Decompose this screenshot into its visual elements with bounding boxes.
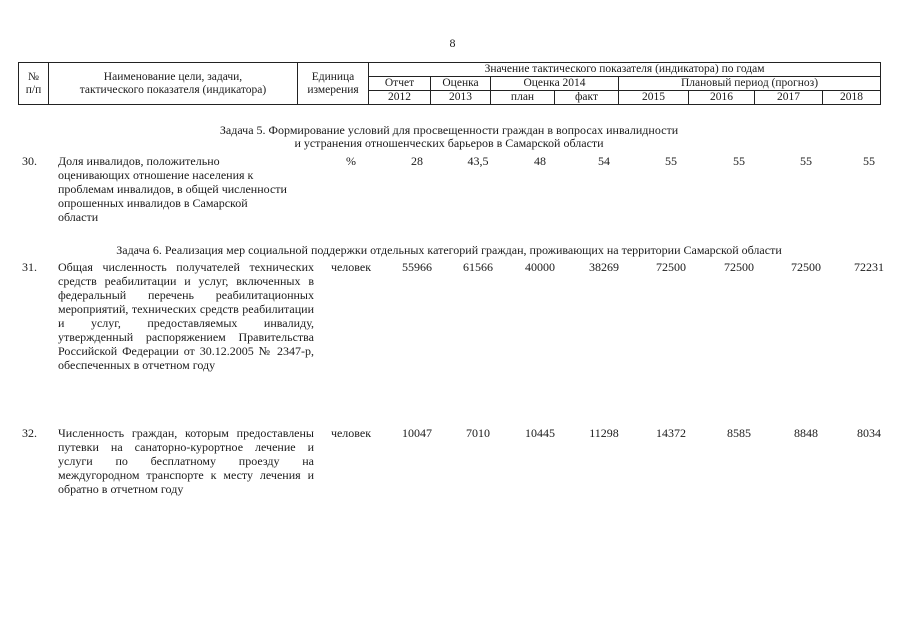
value-2016: 55	[733, 154, 745, 168]
value-2018: 55	[863, 154, 875, 168]
header-estimate-year: 2013	[431, 91, 491, 105]
unit: %	[346, 154, 356, 168]
header-year-2015: 2015	[619, 91, 689, 105]
value-2016: 72500	[724, 260, 754, 274]
header-estimate-2014: Оценка 2014	[491, 77, 619, 91]
header-fact: факт	[555, 91, 619, 105]
value-2015: 72500	[656, 260, 686, 274]
header-plan: план	[491, 91, 555, 105]
value-2013: 7010	[466, 426, 490, 440]
value-2017: 55	[800, 154, 812, 168]
header-planned-period: Плановый период (прогноз)	[619, 77, 881, 91]
indicator-name: Доля инвалидов, положительно оценивающих отношение населения к проблемам инвалидов, в общей численности опрошенных инвалидов в Самарской области	[58, 154, 287, 224]
value-2014-plan: 40000	[525, 260, 555, 274]
header-report-year: 2012	[369, 91, 431, 105]
value-2014-fact: 38269	[589, 260, 619, 274]
value-2015: 14372	[656, 426, 686, 440]
row-number: 30.	[22, 154, 37, 168]
header-unit: Единица измерения	[298, 63, 369, 105]
value-2018: 72231	[854, 260, 884, 274]
value-2014-plan: 10445	[525, 426, 555, 440]
task-5-heading: Задача 5. Формирование условий для просвещенности граждан в вопросах инвалидности и устранения отношенческих барьеров в Самарской области	[219, 123, 679, 150]
row-number: 31.	[22, 260, 37, 274]
task-6-heading: Задача 6. Реализация мер социальной поддержки отдельных категорий граждан, проживающих на территории Самарской области	[116, 243, 782, 257]
table-header	[18, 62, 881, 105]
value-2015: 55	[665, 154, 677, 168]
value-2014-fact: 54	[598, 154, 610, 168]
page-number: 8	[449, 36, 456, 50]
header-name: Наименование цели, задачи, тактического показателя (индикатора)	[49, 63, 298, 105]
value-2017: 8848	[794, 426, 818, 440]
value-2014-plan: 48	[534, 154, 546, 168]
value-2016: 8585	[727, 426, 751, 440]
header-year-2018: 2018	[823, 91, 881, 105]
indicator-name: Численность граждан, которым предоставлены путевки на санаторно-курортное лечение и услуги по бесплатному проезду на междугородном транспорте к месту лечения и обратно в отчетном году	[58, 426, 314, 496]
value-2013: 43,5	[467, 154, 489, 168]
header-estimate: Оценка	[431, 77, 491, 91]
header-report: Отчет	[369, 77, 431, 91]
value-2018: 8034	[857, 426, 881, 440]
header-year-2016: 2016	[689, 91, 755, 105]
header-year-2017: 2017	[755, 91, 823, 105]
value-2014-fact: 11298	[589, 426, 619, 440]
row-number: 32.	[22, 426, 37, 440]
value-2012: 55966	[402, 260, 432, 274]
value-2013: 61566	[463, 260, 493, 274]
unit: человек	[330, 260, 372, 274]
value-2012: 28	[411, 154, 423, 168]
value-2012: 10047	[402, 426, 432, 440]
header-number: № п/п	[19, 63, 49, 105]
value-2017: 72500	[791, 260, 821, 274]
indicator-name: Общая численность получателей технических средств реабилитации и услуг, включенных в федеральный перечень реабилитационных мероприятий, технических средств реабилитации и услуг, предоставляемых инвалиду, утвержденный распоряжением Правительства Российской Федерации от 30.12.2005 № 2347-р, обеспеченных в отчетном году	[58, 260, 314, 372]
header-values-group: Значение тактического показателя (индикатора) по годам	[369, 63, 881, 77]
unit: человек	[330, 426, 372, 440]
